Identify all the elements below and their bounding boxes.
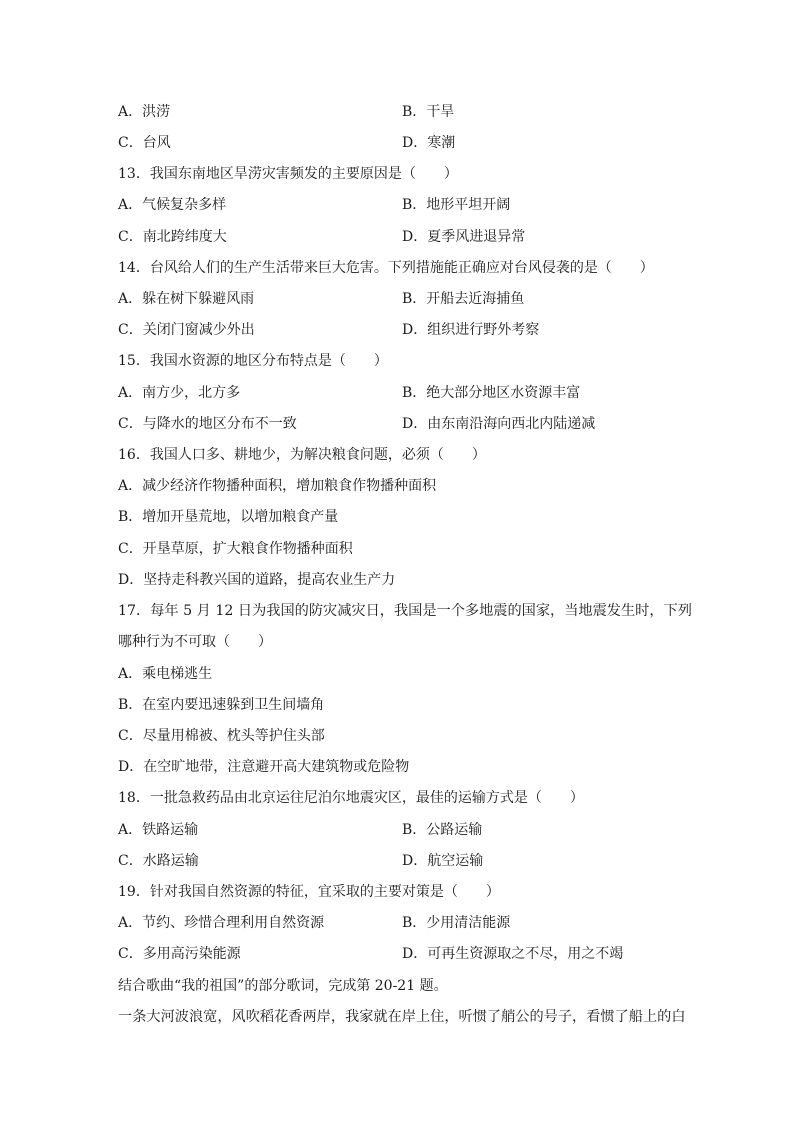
q16-option-d: D．坚持走科教兴国的道路，提高农业生产力	[118, 572, 396, 588]
q19-stem: 19．针对我国自然资源的特征，宜采取的主要对策是（ ）	[118, 884, 500, 900]
q12-option-b: B．干旱	[402, 104, 455, 120]
q18-option-b: B．公路运输	[402, 822, 483, 838]
q19-option-c: C．多用高污染能源	[118, 946, 241, 962]
section-intro: 结合歌曲“我的祖国”的部分歌词，完成第 20-21 题。	[118, 978, 448, 994]
q19-option-b: B．少用清洁能源	[402, 915, 511, 931]
q15-option-a: A．南方少，北方多	[118, 385, 241, 401]
q18-option-c: C．水路运输	[118, 853, 199, 869]
q14-option-d: D．组织进行野外考察	[402, 322, 540, 338]
q13-stem: 13．我国东南地区旱涝灾害频发的主要原因是（ ）	[118, 166, 458, 182]
q13-option-a: A．气候复杂多样	[118, 197, 227, 213]
q17-option-b: B．在室内要迅速躲到卫生间墙角	[118, 697, 325, 713]
q18-option-a: A．铁路运输	[118, 822, 199, 838]
q17-option-a: A．乘电梯逃生	[118, 666, 213, 682]
q14-option-c: C．关闭门窗减少外出	[118, 322, 255, 338]
q16-option-c: C．开垦草原，扩大粮食作物播种面积	[118, 541, 353, 557]
q12-option-c: C．台风	[118, 135, 171, 151]
q14-stem: 14．台风给人们的生产生活带来巨大危害。下列措施能正确应对台风侵袭的是（ ）	[118, 260, 654, 276]
song-lyrics: 一条大河波浪宽，风吹稻花香两岸，我家就在岸上住，听惯了艄公的号子，看惯了船上的白	[118, 1009, 686, 1025]
q15-option-c: C．与降水的地区分布不一致	[118, 416, 297, 432]
q18-option-d: D．航空运输	[402, 853, 484, 869]
q13-option-d: D．夏季风进退异常	[402, 229, 526, 245]
q13-option-b: B．地形平坦开阔	[402, 197, 511, 213]
q14-option-b: B．开船去近海捕鱼	[402, 291, 525, 307]
q17-option-c: C．尽量用棉被、枕头等护住头部	[118, 728, 325, 744]
q17-stem-line1: 17．每年 5 月 12 日为我国的防灾减灾日，我国是一个多地震的国家，当地震发生时，下列	[118, 603, 692, 619]
q13-option-c: C．南北跨纬度大	[118, 229, 227, 245]
q16-stem: 16．我国人口多、耕地少，为解决粮食问题，必须（ ）	[118, 447, 486, 463]
q19-option-a: A．节约、珍惜合理利用自然资源	[118, 915, 325, 931]
q14-option-a: A．躲在树下躲避风雨	[118, 291, 255, 307]
q18-stem: 18．一批急救药品由北京运往尼泊尔地震灾区，最佳的运输方式是（ ）	[118, 790, 584, 806]
q16-option-b: B．增加开垦荒地，以增加粮食产量	[118, 509, 339, 525]
q19-option-d: D．可再生资源取之不尽，用之不竭	[402, 946, 624, 962]
q12-option-a: A．洪涝	[118, 104, 171, 120]
q15-option-b: B．绝大部分地区水资源丰富	[402, 385, 581, 401]
q15-stem: 15．我国水资源的地区分布特点是（ ）	[118, 353, 388, 369]
q12-option-d: D．寒潮	[402, 135, 456, 151]
q17-option-d: D．在空旷地带，注意避开高大建筑物或危险物	[118, 759, 410, 775]
q16-option-a: A．减少经济作物播种面积，增加粮食作物播种面积	[118, 478, 437, 494]
q17-stem-line2: 哪种行为不可取（ ）	[118, 634, 272, 650]
q15-option-d: D．由东南沿海向西北内陆递减	[402, 416, 596, 432]
